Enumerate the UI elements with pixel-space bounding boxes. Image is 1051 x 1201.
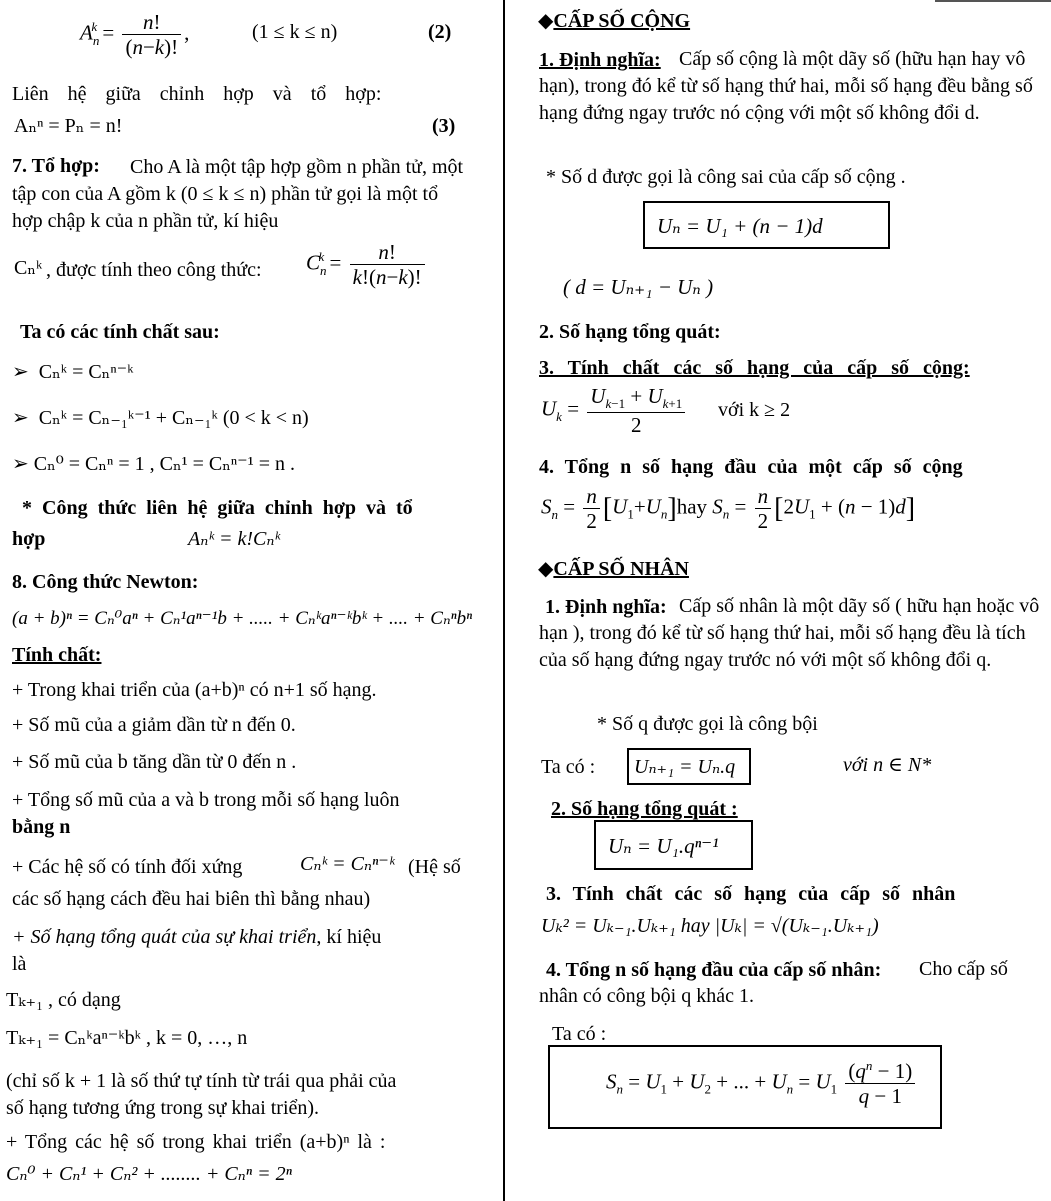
geometric-property-formula: Uₖ² = Uₖ₋₁.Uₖ₊₁ hay |Uₖ| = √(Uₖ₋₁.Uₖ₊₁) — [541, 915, 879, 937]
arithmetic-sum-heading: 4. Tổng n số hạng đầu của một cấp số cộng — [539, 456, 963, 478]
general-term-note-2: số hạng tương ứng trong sự khai triển). — [6, 1097, 320, 1119]
newton-property-5a: + Các hệ số có tính đối xứng — [12, 856, 243, 878]
symmetry-formula: Cₙᵏ = Cₙⁿ⁻ᵏ — [300, 853, 395, 875]
section-8-heading: 8. Công thức Newton: — [12, 571, 199, 593]
property-1: ➢ Cₙᵏ = Cₙⁿ⁻ᵏ — [12, 361, 134, 383]
chinh-hop-condition: (1 ≤ k ≤ n) — [252, 21, 338, 43]
geometric-general-formula: Uₙ = U₁.qⁿ⁻¹ — [608, 834, 719, 858]
newton-property-6c: là — [12, 953, 27, 975]
property-2-formula: Cₙᵏ = Cₙ₋₁ᵏ⁻¹ + Cₙ₋₁ᵏ (0 < k < n) — [38, 407, 309, 429]
geometric-recursion-box — [627, 748, 751, 785]
geometric-property-heading: 3. Tính chất các số hạng của cấp số nhân — [546, 883, 956, 905]
permutation-formula: Aₙⁿ = Pₙ = n! — [14, 115, 123, 137]
property-3: ➢ Cₙ⁰ = Cₙⁿ = 1 , Cₙ¹ = Cₙⁿ⁻¹ = n . — [12, 453, 296, 475]
general-term-suffix: , kí hiệu — [316, 926, 382, 948]
general-term-formula: Tₖ₊₁ = Cₙᵏaⁿ⁻ᵏbᵏ , k = 0, …, n — [6, 1027, 248, 1049]
geometric-condition: với n ∈ N* — [843, 754, 932, 776]
arithmetic-property-condition: với k ≥ 2 — [718, 399, 791, 421]
combination-formula: $C_n^k$ = $\frac{n!}{k!(n-k)!}$ — [306, 240, 428, 289]
section-7-heading: 7. Tổ hợp: — [12, 155, 100, 177]
equation-tag-3: (3) — [432, 115, 456, 137]
relation-heading-1: * Công thức liên hệ giữa chỉnh hợp và tổ — [22, 497, 413, 519]
arithmetic-def-heading-text: 1. Định nghĩa: — [539, 49, 661, 71]
relation-text: Liên hệ giữa chỉnh hợp và tổ hợp: — [12, 83, 382, 105]
arithmetic-title-text: CẤP SỐ CỘNG — [553, 10, 691, 32]
property-2: ➢ Cₙᵏ = Cₙ₋₁ᵏ⁻¹ + Cₙ₋₁ᵏ (0 < k < n) — [12, 407, 309, 429]
combination-symbol: Cₙᵏ — [14, 257, 43, 279]
relation-heading-2: hợp — [12, 528, 46, 550]
newton-property-5c: các số hạng cách đều hai biên thì bằng nhau) — [12, 888, 371, 910]
newton-property-2: + Số mũ của a giảm dần từ n đến 0. — [12, 714, 296, 736]
geometric-sum-box — [548, 1045, 942, 1129]
geometric-general-heading — [551, 797, 738, 821]
coefficient-sum-line: + Tổng các hệ số trong khai triển (a+b)ⁿ là : — [6, 1131, 386, 1153]
column-divider — [503, 0, 505, 1201]
geometric-sum-body: Cho cấp số nhân có công bội q khác 1. — [539, 958, 1008, 1007]
arithmetic-formula-box — [643, 201, 890, 249]
properties-intro: Ta có các tính chất sau: — [20, 321, 220, 343]
geometric-ta-co: Ta có : — [541, 756, 596, 778]
geometric-ta-co-2: Ta có : — [552, 1023, 607, 1045]
geometric-general-heading-text: 2. Số hạng tổng quát : — [551, 798, 738, 820]
geometric-title: ◆CẤP SỐ NHÂN — [538, 558, 689, 580]
geometric-title-text: CẤP SỐ NHÂN — [553, 558, 689, 580]
common-difference-formula: ( d = Uₙ₊₁ − Uₙ ) — [563, 275, 714, 299]
geometric-sum-formula: $S_n = U_1 + U_2$ + ... + $U_n = U_1$ $\frac{(q^n - 1)}{q - 1}$ — [606, 1059, 918, 1108]
arithmetic-property-formula: $U_k$ = $\frac{U_{k-1} + U_{k+1}}{2}$ — [541, 384, 688, 437]
newton-property-1: + Trong khai triển của (a+b)ⁿ có n+1 số hạng. — [12, 679, 377, 701]
newton-property-4b: bằng n — [12, 816, 71, 838]
property-1-formula: Cₙᵏ = Cₙⁿ⁻ᵏ — [38, 361, 134, 383]
geometric-q-note: * Số q được gọi là công bội — [597, 713, 818, 735]
coefficient-sum-formula: Cₙ⁰ + Cₙ¹ + Cₙ² + ........ + Cₙⁿ = 2ⁿ — [6, 1163, 292, 1185]
geometric-def-body: Cấp số nhân là một dãy số ( hữu hạn hoặc vô hạn ), trong đó kể từ số hạng thứ hai, mỗi số hạng đều là tích của số hạng đứng ngay trước nó với một số không đổi q. — [539, 595, 1040, 671]
properties-heading: Tính chất: — [12, 644, 102, 666]
relation-formula: Aₙᵏ = k!Cₙᵏ — [188, 528, 281, 550]
section-7-body: Cho A là một tập hợp gồm n phần tử, một tập con của A gồm k (0 ≤ k ≤ n) phần tử gọi là một tổ hợp chập k của n phần tử, kí hiệu — [12, 156, 464, 232]
general-term-phrase: + Số hạng tổng quát của sự khai triển — [12, 926, 317, 948]
combination-formula-text: , được tính theo công thức: — [46, 259, 262, 281]
top-edge-line — [935, 0, 1051, 2]
geometric-def-heading: 1. Định nghĩa: — [545, 596, 667, 618]
newton-formula: (a + b)ⁿ = Cₙ⁰aⁿ + Cₙ¹aⁿ⁻¹b + ..... + Cₙᵏaⁿ⁻ᵏbᵏ + .... + Cₙⁿbⁿ — [12, 608, 473, 629]
general-term-note-1: (chỉ số k + 1 là số thứ tự tính từ trái qua phải của — [6, 1070, 397, 1092]
arithmetic-d-note: * Số d được gọi là công sai của cấp số cộng . — [546, 166, 906, 188]
chinh-hop-formula: $A_n^k$ = $\frac{n!}{(n-k)!}$ , — [80, 10, 190, 60]
arithmetic-title: ◆CẤP SỐ CỘNG — [538, 10, 691, 32]
general-term-line: Tₖ₊₁ , có dạng — [6, 989, 121, 1011]
arithmetic-property-heading-text: 3. Tính chất các số hạng của cấp số cộng: — [539, 357, 970, 379]
arithmetic-formula: Uₙ = U₁ + (n − 1)d — [657, 214, 823, 238]
geometric-sum-heading-text: 4. Tổng n số hạng đầu của cấp số nhân: — [546, 959, 882, 981]
newton-property-3: + Số mũ của b tăng dần từ 0 đến n . — [12, 751, 297, 773]
arithmetic-sum-formula: $S_n$ = $\frac{n}{2}$ $[U_1+U_n]hay$ $S_n$ = $\frac{n}{2}$ $[2U_1 + (n - 1)d]$ — [541, 484, 916, 534]
arithmetic-def-body: Cấp số cộng là một dãy số (hữu hạn hay vô hạn), trong đó kể từ số hạng thứ hai, mỗi số hạng đều bằng số hạng đứng ngay trước nó cộng với một số không đổi d. — [539, 48, 1033, 124]
arithmetic-property-heading — [539, 356, 970, 380]
geometric-recursion-formula: Uₙ₊₁ = Uₙ.q — [634, 756, 736, 778]
newton-property-5b: (Hệ số — [408, 856, 461, 878]
newton-property-6 — [12, 925, 381, 949]
newton-property-4a: + Tổng số mũ của a và b trong mỗi số hạng luôn — [12, 789, 400, 811]
property-3-formula: Cₙ⁰ = Cₙⁿ = 1 , Cₙ¹ = Cₙⁿ⁻¹ = n . — [33, 453, 296, 475]
equation-tag-2: (2) — [428, 21, 452, 43]
arithmetic-general-term: 2. Số hạng tổng quát: — [539, 321, 721, 343]
geometric-general-box — [594, 820, 753, 870]
